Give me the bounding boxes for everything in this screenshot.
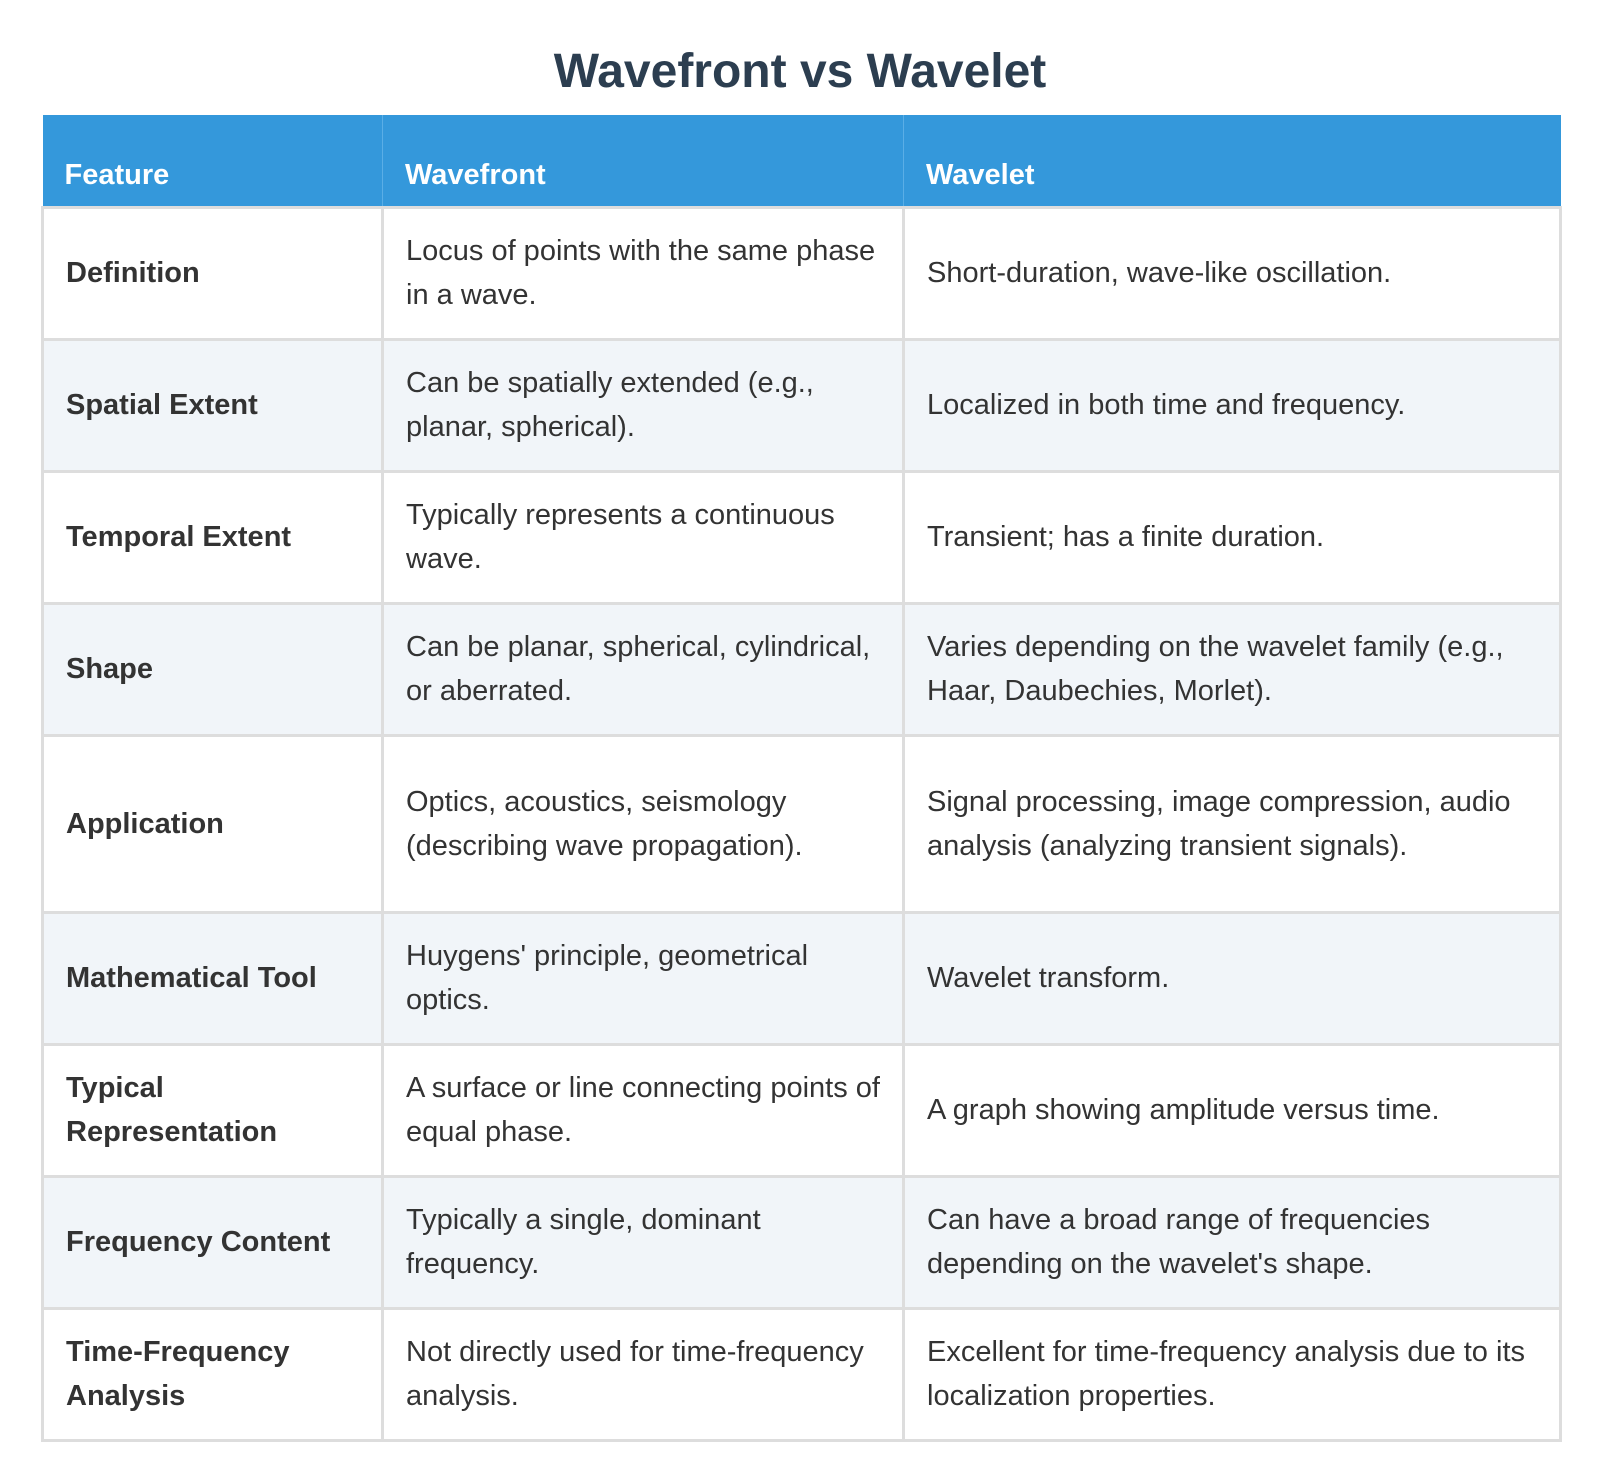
wavelet-cell: Varies depending on the wavelet family (e.g., Haar, Daubechies, Morlet).	[904, 603, 1561, 735]
column-header-wavefront: Wavefront	[383, 115, 904, 207]
table-row	[43, 339, 1561, 471]
wavelet-cell: A graph showing amplitude versus time.	[904, 1044, 1561, 1176]
table-row	[43, 1044, 1561, 1176]
feature-cell: Application	[43, 735, 383, 912]
wavelet-cell: Localized in both time and frequency.	[904, 339, 1561, 471]
wavefront-cell: Not directly used for time-frequency analysis.	[383, 1308, 904, 1440]
wavelet-cell: Signal processing, image compression, audio analysis (analyzing transient signals).	[904, 735, 1561, 912]
feature-cell: Shape	[43, 603, 383, 735]
feature-cell: Time-Frequency Analysis	[43, 1308, 383, 1440]
wavefront-cell: Typically represents a continuous wave.	[383, 471, 904, 603]
column-header-wavelet: Wavelet	[904, 115, 1561, 207]
feature-cell: Temporal Extent	[43, 471, 383, 603]
feature-cell: Definition	[43, 207, 383, 339]
wavefront-cell: Can be spatially extended (e.g., planar, spherical).	[383, 339, 904, 471]
table-row	[43, 912, 1561, 1044]
table-row	[43, 471, 1561, 603]
wavefront-cell: A surface or line connecting points of equal phase.	[383, 1044, 904, 1176]
feature-cell: Spatial Extent	[43, 339, 383, 471]
table-row	[43, 1176, 1561, 1308]
header-row	[43, 115, 1561, 207]
wavelet-cell: Excellent for time-frequency analysis due to its localization properties.	[904, 1308, 1561, 1440]
page-title: Wavefront vs Wavelet	[553, 45, 1047, 98]
wavelet-cell: Can have a broad range of frequencies depending on the wavelet's shape.	[904, 1176, 1561, 1308]
wavelet-cell: Wavelet transform.	[904, 912, 1561, 1044]
feature-cell: Mathematical Tool	[43, 912, 383, 1044]
feature-cell: Typical Representation	[43, 1044, 383, 1176]
table-row	[43, 1308, 1561, 1440]
wavefront-cell: Huygens' principle, geometrical optics.	[383, 912, 904, 1044]
table-row	[43, 735, 1561, 912]
table-row	[43, 207, 1561, 339]
wavelet-cell: Transient; has a finite duration.	[904, 471, 1561, 603]
wavefront-cell: Optics, acoustics, seismology (describing wave propagation).	[383, 735, 904, 912]
table-body	[43, 207, 1561, 1440]
column-header-feature: Feature	[43, 115, 383, 207]
wavefront-cell: Can be planar, spherical, cylindrical, or aberrated.	[383, 603, 904, 735]
comparison-table	[41, 115, 1562, 1442]
wavefront-cell: Locus of points with the same phase in a wave.	[383, 207, 904, 339]
table-header	[43, 115, 1561, 207]
wavefront-cell: Typically a single, dominant frequency.	[383, 1176, 904, 1308]
table-row	[43, 603, 1561, 735]
wavelet-cell: Short-duration, wave-like oscillation.	[904, 207, 1561, 339]
feature-cell: Frequency Content	[43, 1176, 383, 1308]
